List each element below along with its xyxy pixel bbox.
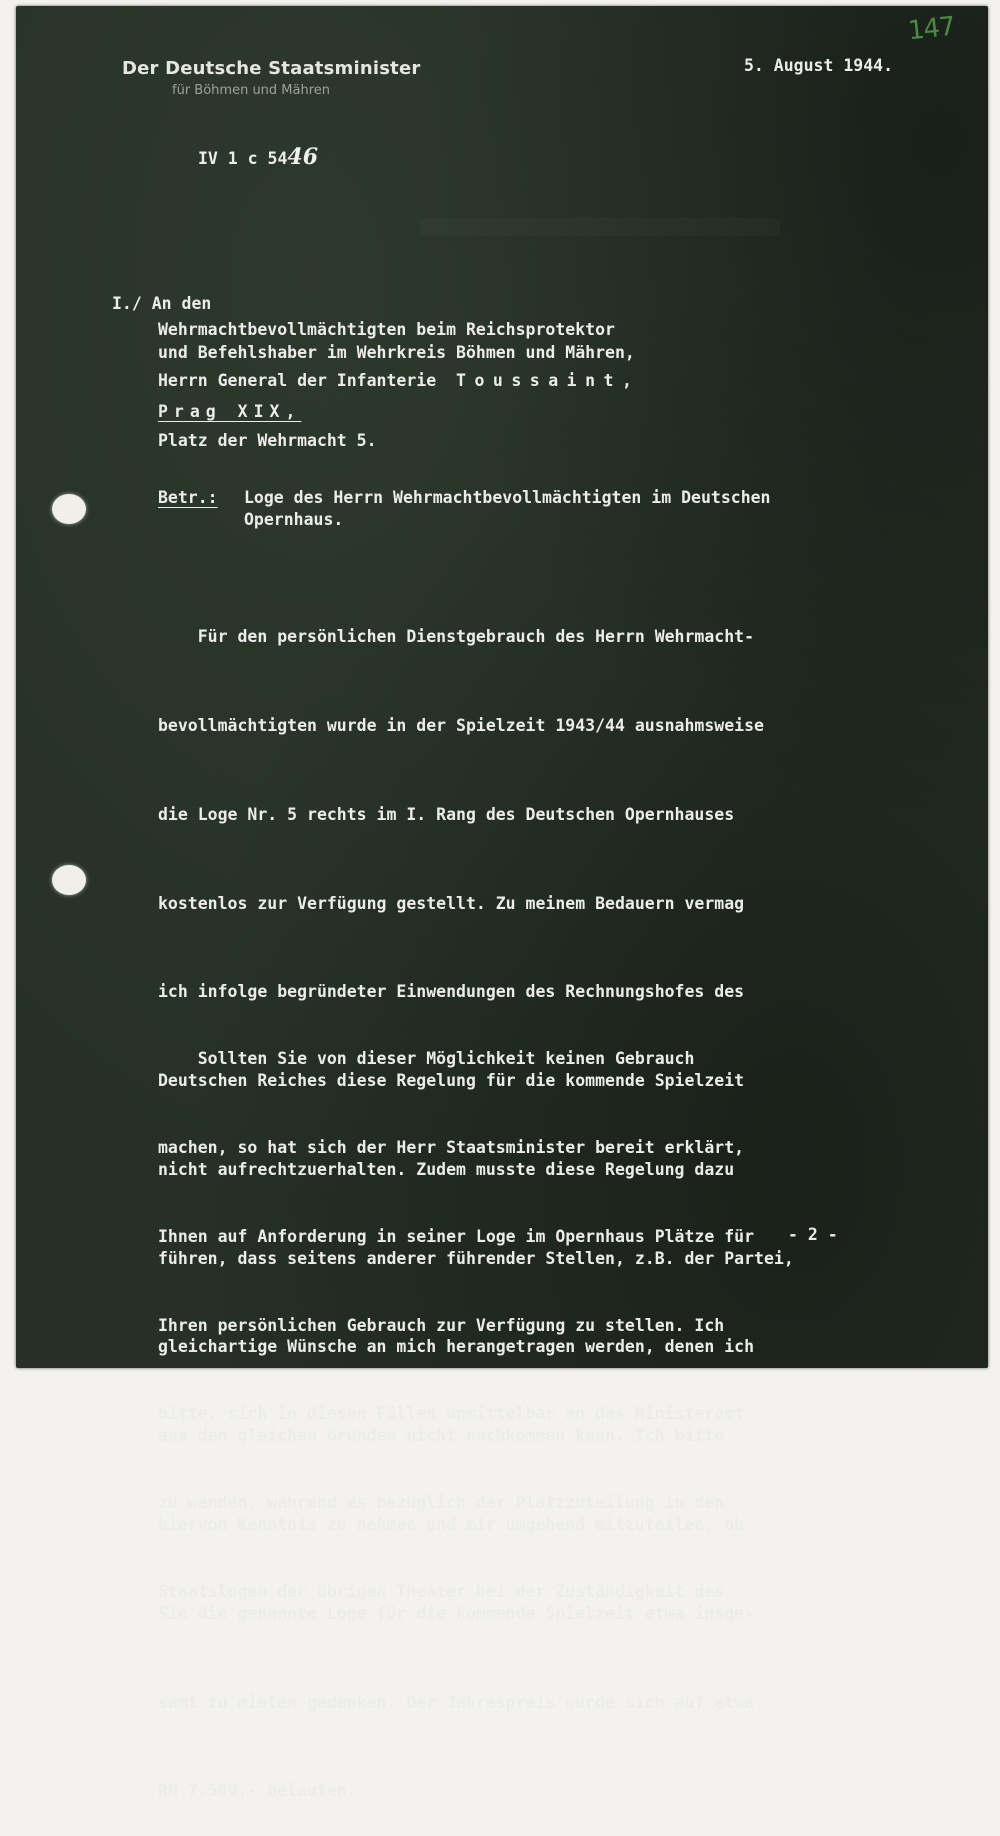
recipient-name-line (158, 371, 632, 391)
recipient-name-suffix: , (621, 371, 632, 390)
subject-label: Betr.: (158, 488, 218, 507)
address-marker: I./ (112, 294, 142, 313)
paragraph-line: bevollmächtigten wurde in der Spielzeit 1943/44 ausnahmsweise (158, 715, 764, 735)
paragraph-line: Sie die genannte Loge für die kommende Spielzeit etwa insge- (158, 1603, 755, 1623)
page-indicator: - 2 - (788, 1225, 838, 1244)
paragraph-line: ich infolge begründeter Einwendungen des Rechnungshofes des (158, 982, 745, 1002)
paragraph-line: aus den gleichen Gründen nicht nachkommen kann. Ich bitte (158, 1426, 725, 1446)
paragraph-line: Deutschen Reiches diese Regelung für die kommende Spielzeit (158, 1071, 745, 1091)
paragraph-line: bitte, sich in diesen Fällen unmittelbar an das Ministeramt (158, 1404, 745, 1424)
address-to: An den (151, 294, 212, 313)
recipient-line (112, 294, 211, 314)
paragraph-line: die Loge Nr. 5 rechts im I. Rang des Deutschen Opernhauses (158, 804, 735, 824)
paragraph-line: samt zu mieten gedenken. Der Jahrespreis würde sich auf etwa (158, 1692, 755, 1712)
paragraph-line: Ihnen auf Anforderung in seiner Loge im Opernhaus Plätze für (158, 1226, 755, 1246)
paragraph-line: Für den persönlichen Dienstgebrauch des Herrn Wehrmacht- (158, 627, 755, 647)
folio-number: 147 (906, 11, 957, 47)
paragraph-line: führen, dass seitens anderer führender Stellen, z.B. der Partei, (158, 1248, 794, 1268)
letterhead-title: Der Deutsche Staatsminister (122, 58, 421, 79)
paragraph-line: Sollten Sie von dieser Möglichkeit keinen Gebrauch (158, 1049, 695, 1069)
paragraph-line: Staatslogen der übrigen Theater bei der Zuständigkeit des (158, 1581, 725, 1601)
paragraph-line: zu wenden, während es bezüglich der Platzzuteilung in den (158, 1493, 725, 1513)
paragraph-line: RM 7.500.- belaufen. (158, 1781, 357, 1801)
address-city: Prag XIX, (158, 402, 302, 421)
letter-date: 5. August 1944. (744, 56, 894, 75)
reference-handwritten: 46 (287, 144, 319, 170)
reference-typed: IV 1 c 54 (198, 149, 288, 168)
address-line-1: Wehrmachtbevollmächtigten beim Reichsprotektor (158, 320, 615, 339)
body-paragraph-2 (158, 985, 754, 1636)
paragraph-line: hiervon Kenntnis zu nehmen und mir umgehend mitzuteilen, ob (158, 1515, 745, 1534)
paragraph-line: machen, so hat sich der Herr Staatsminister bereit erklärt, (158, 1137, 745, 1157)
reference-number (198, 144, 318, 170)
paragraph-line: gleichartige Wünsche an mich herangetragen werden, denen ich (158, 1337, 755, 1357)
recipient-name: Toussaint (456, 371, 622, 390)
paragraph-line: kostenlos zur Verfügung gestellt. Zu meinem Bedauern vermag (158, 893, 745, 913)
letterhead-subtitle: für Böhmen und Mähren (172, 83, 331, 98)
address-line-2: und Befehlshaber im Wehrkreis Böhmen und Mähren, (158, 343, 635, 362)
paragraph-line: nicht aufrechtzuerhalten. Zudem musste diese Regelung dazu (158, 1159, 735, 1179)
paragraph-line: Ihren persönlichen Gebrauch zur Verfügung zu stellen. Ich (158, 1315, 725, 1335)
address-street: Platz der Wehrmacht 5. (158, 431, 377, 450)
faded-stamp-mark (420, 218, 780, 236)
recipient-title: Herrn General der Infanterie (158, 371, 437, 390)
punch-hole-top (52, 494, 86, 524)
subject-line-2: Opernhaus. (244, 510, 344, 529)
letterhead-stamp (122, 58, 420, 98)
subject-line-1: Loge des Herrn Wehrmachtbevollmächtigten im Deutschen (244, 488, 771, 507)
punch-hole-bottom (52, 865, 86, 895)
